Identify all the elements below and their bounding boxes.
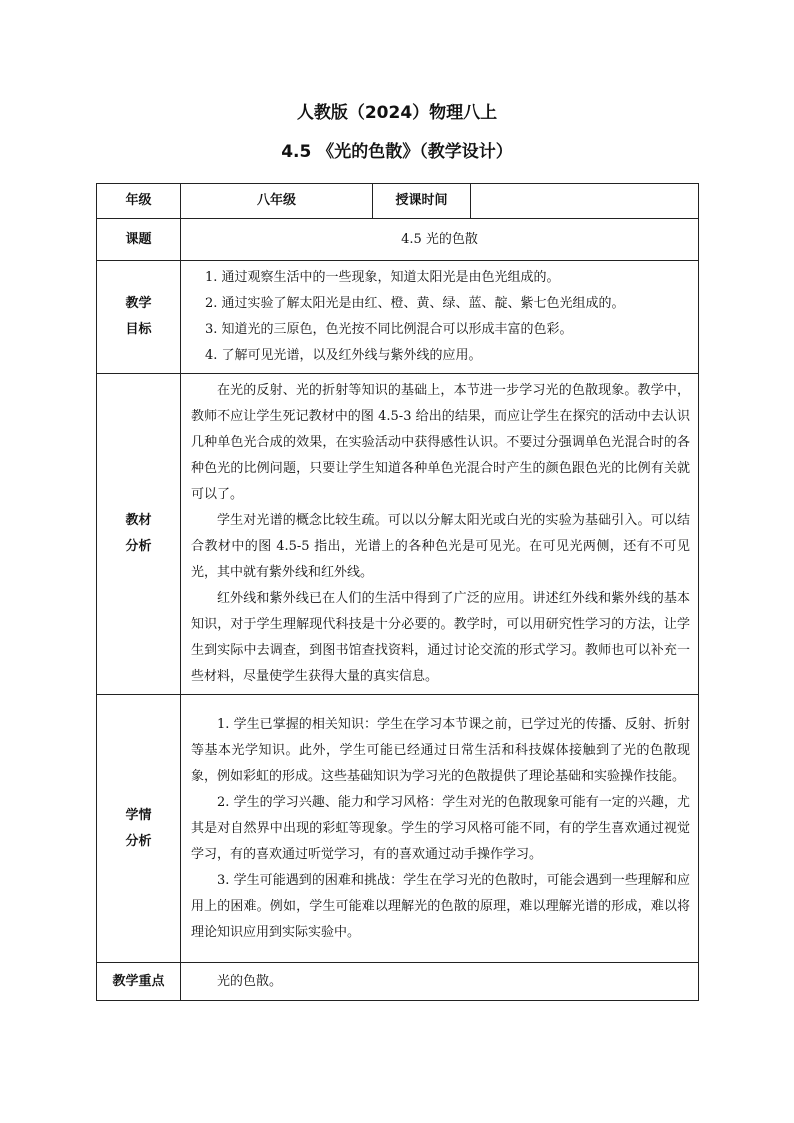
- students-label: [97, 695, 181, 963]
- goals-content: [181, 261, 699, 374]
- students-content: [181, 695, 699, 963]
- students-paragraph-2: 2. 学生的学习兴趣、能力和学习风格：学生对光的色散现象可能有一定的兴趣，尤其是对自然界中出现的彩虹等现象。学生的学习风格可能不同，有的学生喜欢通过视觉学习，有的喜欢通过听觉学习，有的喜欢通过动手操作学习。: [191, 794, 690, 862]
- focus-label: 教学重点: [97, 963, 181, 1001]
- focus-row: [97, 963, 699, 1001]
- material-paragraph-1: 在光的反射、光的折射等知识的基础上，本节进一步学习光的色散现象。教学中，教师不应让学生死记教材中的图 4.5-3 给出的结果，而应让学生在探究的活动中去认识几种单色光合成的效果，在实验活动中获得感性认识。不要过分强调单色光混合时的各种色光的比例问题，只要让学生知道各种单色光混合时产生的颜色跟色光的比例有关就可以了。: [191, 383, 690, 502]
- students-paragraph-1: 1. 学生已掌握的相关知识：学生在学习本节课之前，已学过光的传播、反射、折射等基本光学知识。此外，学生可能已经通过日常生活和科技媒体接触到了光的色散现象，例如彩虹的形成。这些基础知识为学习光的色散提供了理论基础和实验操作技能。: [191, 716, 690, 784]
- goals-label-line-2: 目标: [125, 322, 152, 337]
- document-subtitle: 4.5 《光的色散》（教学设计）: [281, 142, 513, 162]
- goal-item-1: 1. 通过观察生活中的一些现象，知道太阳光是由色光组成的。: [205, 270, 560, 285]
- class-time-label: 授课时间: [373, 184, 471, 219]
- topic-row: [97, 219, 699, 261]
- material-label-line-1: 教材: [125, 513, 152, 528]
- goal-item-4: 4. 了解可见光谱，以及红外线与紫外线的应用。: [205, 348, 482, 363]
- students-row: [97, 695, 699, 963]
- material-row: [97, 374, 699, 695]
- material-content: [181, 374, 699, 695]
- grade-value: 八年级: [181, 184, 373, 219]
- focus-content: [181, 963, 699, 1001]
- material-paragraph-3: 红外线和紫外线已在人们的生活中得到了广泛的应用。讲述红外线和紫外线的基本知识，对于学生理解现代科技是十分必要的。教学时，可以用研究性学习的方法，让学生到实际中去调查，到图书馆查找资料，通过讨论交流的形式学习。教师也可以补充一些材料，尽量使学生获得大量的真实信息。: [191, 591, 690, 684]
- class-time-value: [471, 184, 699, 219]
- goal-item-2: 2. 通过实验了解太阳光是由红、橙、黄、绿、蓝、靛、紫七色光组成的。: [205, 296, 625, 311]
- document-title: 人教版（2024）物理八上: [296, 103, 498, 123]
- material-paragraph-2: 学生对光谱的概念比较生疏。可以以分解太阳光或白光的实验为基础引入。可以结合教材中的图 4.5-5 指出，光谱上的各种色光是可见光。在可见光两侧，还有不可见光，其中就有紫外线和红外线。: [191, 513, 690, 580]
- focus-value: 光的色散。: [217, 973, 283, 989]
- topic-value: 4.5 光的色散: [181, 219, 699, 261]
- lesson-plan-table: [96, 183, 699, 1001]
- goals-label-line-1: 教学: [125, 296, 152, 311]
- students-label-line-2: 分析: [125, 833, 152, 849]
- grade-row: [97, 184, 699, 219]
- goal-item-3: 3. 知道光的三原色，色光按不同比例混合可以形成丰富的色彩。: [205, 322, 573, 337]
- material-label-line-2: 分析: [125, 539, 152, 554]
- topic-label: 课题: [97, 219, 181, 261]
- students-label-line-1: 学情: [125, 807, 152, 823]
- students-paragraph-3: 3. 学生可能遇到的困难和挑战：学生在学习光的色散时，可能会遇到一些理解和应用上的困难。例如，学生可能难以理解光的色散的原理，难以理解光谱的形成，难以将理论知识应用到实际实验中。: [191, 872, 690, 940]
- goals-label: [97, 261, 181, 374]
- goals-row: [97, 261, 699, 374]
- grade-label: 年级: [97, 184, 181, 219]
- material-label: [97, 374, 181, 695]
